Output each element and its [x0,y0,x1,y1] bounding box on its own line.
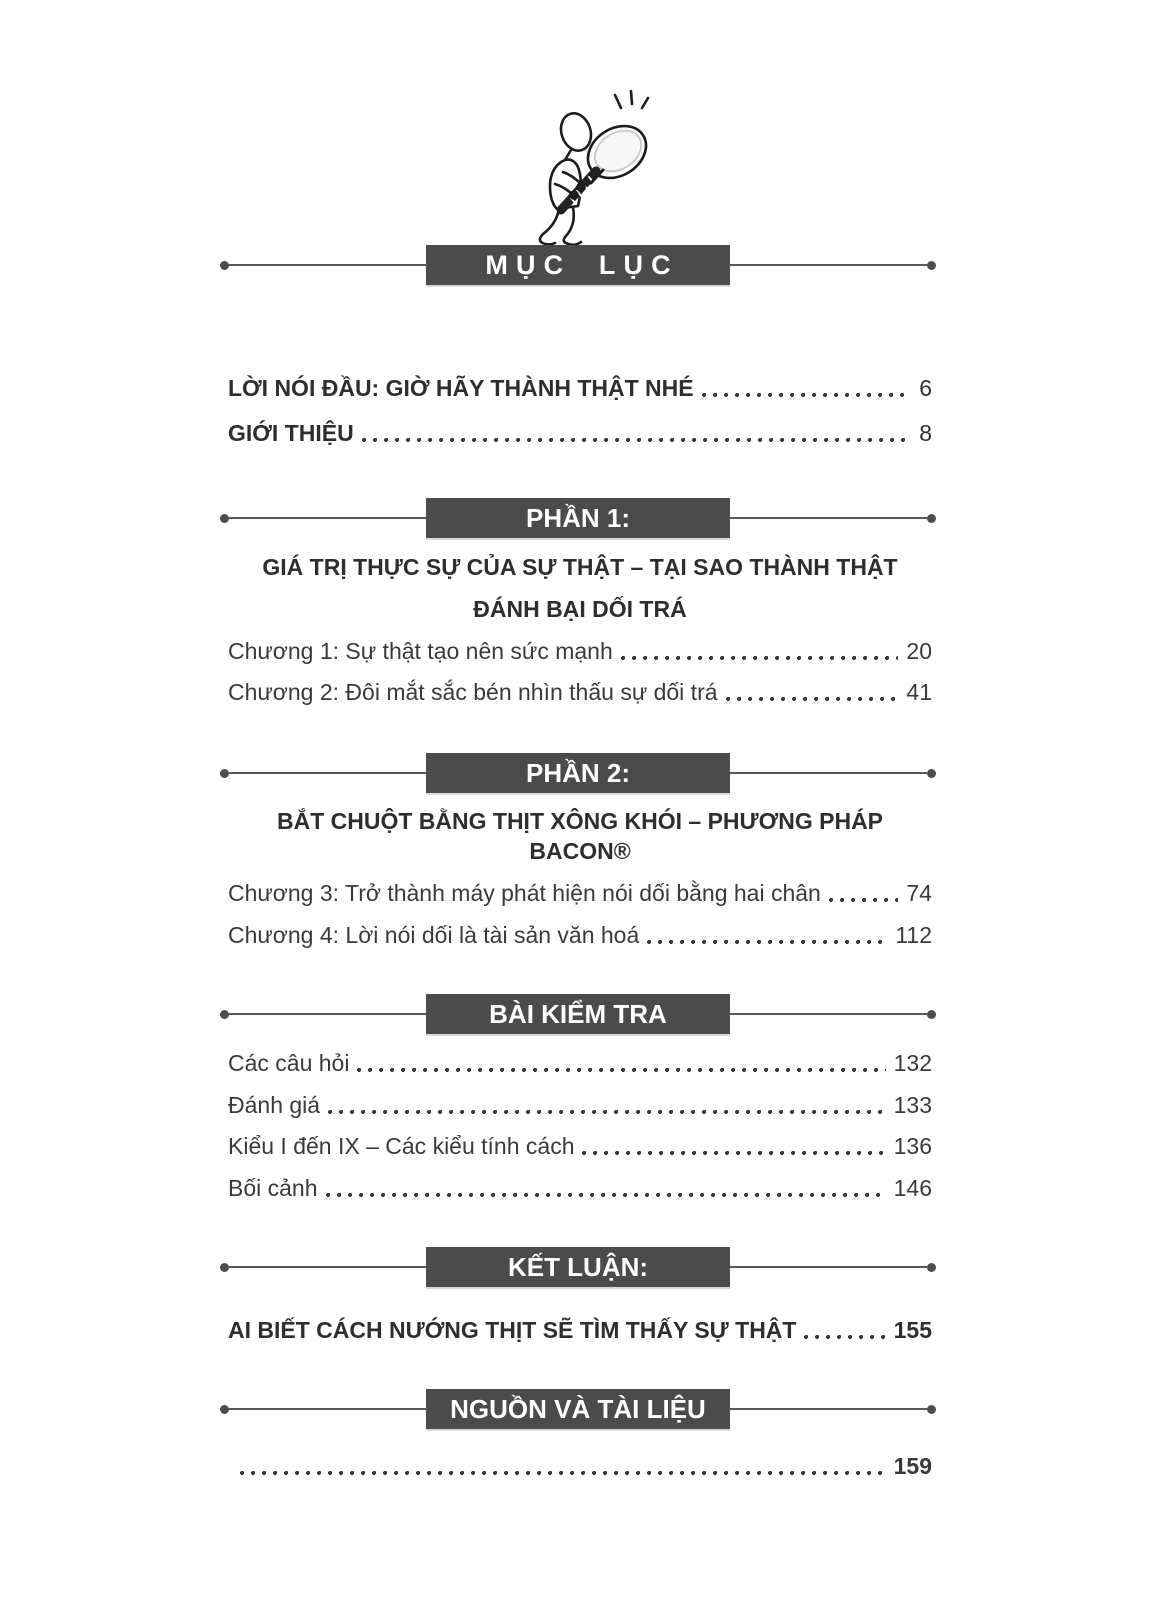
rule-end-dot [927,514,936,523]
horizontal-rule [730,517,927,519]
horizontal-rule [730,1013,927,1015]
toc-entry-conclusion [228,1315,932,1345]
horizontal-rule [229,1408,426,1410]
toc-entry-label: Kiểu I đến IX – Các kiểu tính cách [228,1133,575,1159]
toc-entry-label: LỜI NÓI ĐẦU: GIỜ HÃY THÀNH THẬT NHÉ [228,375,694,401]
rule-end-dot [220,1263,229,1272]
part2-banner-row [220,753,936,793]
rule-end-dot [927,1405,936,1414]
dotted-leader [328,1109,886,1115]
rule-end-dot [927,769,936,778]
part1-subtitle-line2: ĐÁNH BẠI DỐI TRÁ [473,596,687,622]
toc-entry-label: Chương 4: Lời nói dối là tài sản văn hoá [228,922,640,948]
dotted-leader [362,437,912,443]
horizontal-rule [229,264,426,266]
toc-entry-page: 132 [893,1050,932,1076]
horizontal-rule [730,772,927,774]
dotted-leader [804,1334,885,1340]
horizontal-rule [730,1408,927,1410]
toc-entry-chapter1 [228,636,932,666]
toc-entry-foreword [228,373,932,403]
horizontal-rule [229,517,426,519]
toc-entry-context [228,1173,932,1203]
toc-entry-page: 74 [906,880,932,906]
toc-content [228,0,932,1481]
toc-entry-label: Chương 3: Trở thành máy phát hiện nói dối bằng hai chân [228,880,821,906]
toc-entry-page: 20 [906,638,932,664]
toc-entry-label: Đánh giá [228,1092,321,1118]
toc-entry-label: GIỚI THIỆU [228,420,354,446]
toc-entry-label: Chương 1: Sự thật tạo nên sức mạnh [228,638,613,664]
toc-entry-chapter2 [228,677,932,707]
horizontal-rule [229,772,426,774]
horizontal-rule [730,264,927,266]
toc-entry-introduction [228,418,932,448]
horizontal-rule [730,1266,927,1268]
part1-banner: PHẦN 1: [426,498,730,538]
dotted-leader [647,939,887,945]
dotted-leader [326,1192,886,1198]
toc-entry-sources [232,1451,932,1481]
rule-end-dot [927,261,936,270]
toc-entry-types [228,1131,932,1161]
dotted-leader [582,1150,885,1156]
rule-end-dot [220,514,229,523]
dotted-leader [240,1470,886,1476]
part2-subtitle: BẮT CHUỘT BẰNG THỊT XÔNG KHÓI – PHƯƠNG PHÁP BACON® [276,808,884,864]
rule-end-dot [220,1405,229,1414]
horizontal-rule [229,1013,426,1015]
rule-end-dot [220,1010,229,1019]
toc-entry-label: Các câu hỏi [228,1050,350,1076]
dotted-leader [702,392,912,398]
toc-entry-label: AI BIẾT CÁCH NƯỚNG THỊT SẼ TÌM THẤY SỰ THẬT [228,1317,797,1343]
toc-entry-label: Chương 2: Đôi mắt sắc bén nhìn thấu sự dối trá [228,679,718,705]
conclusion-banner-row [220,1247,936,1287]
toc-entry-evaluation [228,1090,932,1120]
toc-entry-page: 133 [893,1092,932,1118]
test-banner: BÀI KIỂM TRA [426,994,730,1034]
toc-entry-chapter3 [228,878,932,908]
conclusion-banner: KẾT LUẬN: [426,1247,730,1287]
rule-end-dot [220,769,229,778]
toc-entry-chapter4 [228,920,932,950]
dotted-leader [726,696,899,702]
toc-entry-page: 8 [919,420,932,446]
sources-banner: NGUỒN VÀ TÀI LIỆU [426,1389,730,1429]
toc-entry-questions [228,1048,932,1078]
part1-banner-row [220,498,936,538]
rule-end-dot [220,261,229,270]
page-title: MỤC LỤC [426,245,730,285]
rule-end-dot [927,1010,936,1019]
toc-title-banner-row [220,245,936,285]
dotted-leader [621,655,899,661]
dotted-leader [357,1067,885,1073]
toc-entry-page: 41 [906,679,932,705]
toc-entry-page: 146 [893,1175,932,1201]
toc-entry-page: 112 [895,922,932,948]
part1-subtitle-line1: GIÁ TRỊ THỰC SỰ CỦA SỰ THẬT – TẠI SAO THÀNH THẬT [262,554,898,580]
dotted-leader [829,897,899,903]
toc-entry-page: 6 [919,375,932,401]
sources-banner-row [220,1389,936,1429]
toc-entry-page: 159 [893,1453,932,1479]
toc-entry-page: 136 [893,1133,932,1159]
toc-entry-page: 155 [893,1317,932,1343]
rule-end-dot [927,1263,936,1272]
horizontal-rule [229,1266,426,1268]
toc-entry-label: Bối cảnh [228,1175,318,1201]
test-banner-row [220,994,936,1034]
part2-banner: PHẦN 2: [426,753,730,793]
